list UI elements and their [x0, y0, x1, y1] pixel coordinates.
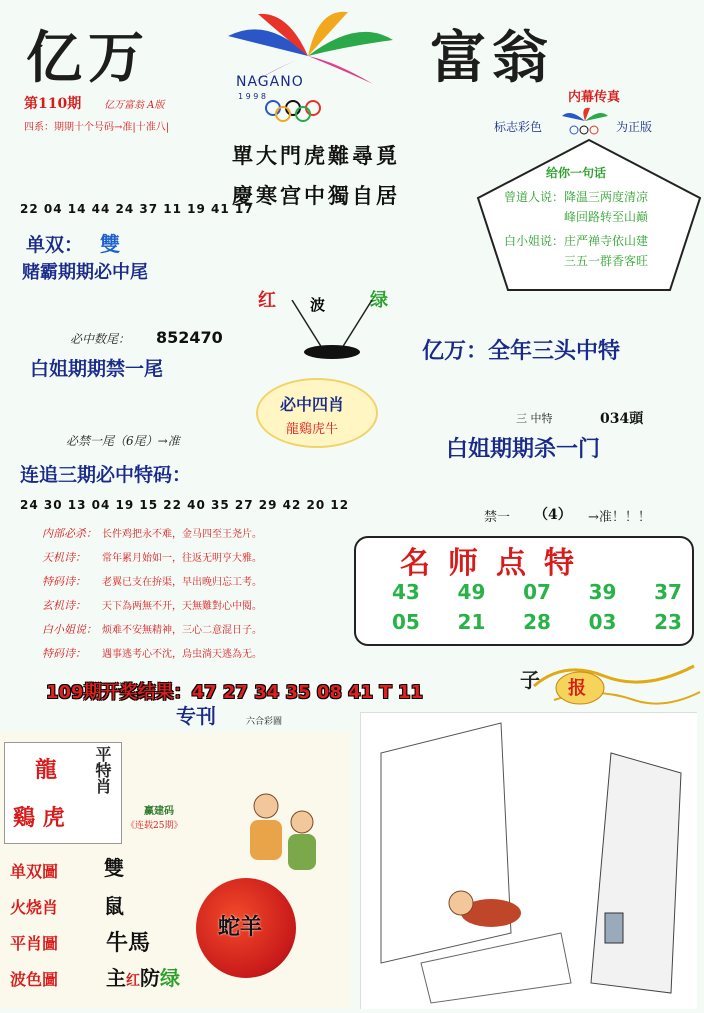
poem-row	[42, 570, 342, 594]
notice-line-4: 三五一群香客旺	[564, 254, 649, 268]
niu-ma-chars: 牛馬	[106, 930, 151, 956]
issue-label: 第110期	[24, 96, 82, 112]
mini-emblem-icon	[560, 106, 610, 136]
four-zodiac-badge	[256, 378, 378, 448]
title-left: 亿万	[26, 25, 150, 91]
master-row-2	[392, 610, 682, 634]
side-label: 单双圖	[10, 862, 59, 881]
tail-sub: 白姐期期禁一尾	[30, 358, 164, 380]
wave-green: 绿	[370, 290, 388, 311]
tail-value: 852470	[156, 328, 223, 347]
notice-line-1: 曾道人说：降温三两度清凉	[504, 190, 649, 204]
notice-line-3: 白小姐说：庄严禅寺依山建	[504, 234, 649, 248]
poem-row	[42, 546, 342, 570]
result-line: 109期开奖结果：47 27 34 35 08 41 T 11	[46, 682, 424, 703]
nagano-logo	[208, 6, 408, 126]
poem-value: 烦难不安無精神，三心二意混日子。	[102, 625, 262, 636]
poem-value: 天下為两無不开，天無難對心中閱。	[102, 601, 262, 612]
long-char: 龍	[35, 757, 58, 783]
bao-char: 报	[568, 678, 586, 699]
poem-value: 常年累月始如一，往返无明亨大雅。	[102, 553, 262, 564]
vertical-text: 平特肖	[93, 746, 112, 794]
fang-char: 防	[140, 966, 160, 990]
pot-icon	[282, 300, 382, 360]
logo-text: NAGANO	[236, 74, 304, 90]
master-number: 28	[523, 610, 551, 634]
side-label: 平肖圖	[10, 934, 59, 953]
notice-right: 为正版	[616, 120, 653, 134]
zhuanji-sub: 六合彩圖	[246, 717, 283, 727]
number-row-1: 22 04 14 44 24 37 11 19 41 17	[20, 202, 254, 216]
poem-key: 特码诗：	[42, 647, 86, 660]
bai-men: 白姐期期杀一门	[446, 436, 601, 462]
side-label: 火烧肖	[10, 898, 59, 917]
notice-line-2: 峰回路转至山巅	[564, 210, 649, 224]
poem-row	[42, 522, 342, 546]
logo-year: 1 9 9 8	[238, 92, 266, 101]
left-panel	[0, 732, 350, 1008]
ban-tail: 必禁一尾（6尾）→准	[66, 434, 180, 448]
master-number: 49	[457, 580, 486, 604]
side-labels	[10, 854, 80, 998]
master-number: 43	[392, 580, 420, 604]
title-right: 富翁	[430, 25, 554, 91]
issue-subline: 四系：期期十个号码→准|十准八|	[24, 122, 170, 133]
drawing-illustration	[360, 712, 697, 1009]
slogan-line-2: 慶寒宫中獨自居	[232, 183, 400, 208]
yiwan-line: 亿万：全年三头中特	[422, 338, 621, 364]
poem-row	[42, 642, 342, 666]
notice-left: 标志彩色	[494, 120, 543, 134]
poems-block	[42, 522, 342, 666]
badge-title: 赢建码	[144, 806, 174, 817]
danshuang-label: 单双：	[26, 234, 84, 256]
wave-pot	[252, 280, 402, 360]
hong-char: 红	[126, 973, 140, 989]
danshuang-value: 雙	[100, 232, 120, 256]
child-drawing-icon	[361, 713, 697, 1009]
notice-title: 内幕传真	[568, 90, 621, 105]
notice-panel	[474, 84, 704, 296]
zi-char: 子	[520, 668, 540, 692]
poem-row	[42, 618, 342, 642]
yin-yang-badge	[196, 878, 296, 978]
shuang-char: 雙	[104, 856, 124, 880]
notice-heading: 给你一句话	[546, 166, 607, 180]
badge-sub: 《连载25期》	[126, 821, 183, 831]
number-row-2: 24 30 13 04 19 15 22 40 35 27 29 42 20 12	[20, 498, 350, 512]
olympic-rings-icon	[258, 100, 368, 122]
master-number: 05	[392, 610, 420, 634]
poem-key: 特码诗：	[42, 575, 86, 588]
shu-char: 鼠	[104, 894, 124, 918]
badge	[120, 802, 198, 834]
jinyi-label: 禁一	[484, 510, 511, 525]
poem-key: 天机诗：	[42, 551, 86, 564]
lianzhui-title: 连追三期必中特码：	[20, 464, 192, 486]
master-number: 21	[457, 610, 486, 634]
poem-key: 内部必杀：	[42, 527, 97, 540]
zhuanji-title: 专刊	[176, 704, 216, 728]
snake-sheep: 蛇羊	[218, 914, 263, 940]
side-label: 波色圖	[10, 970, 59, 989]
poem-value: 遇事逃考心不沈，烏虫淌天逃為无。	[102, 649, 262, 660]
master-title: 名师点特	[400, 546, 592, 581]
danshuang-sub: 赌霸期期必中尾	[22, 262, 148, 283]
zi-bao-banner	[504, 656, 704, 712]
three-head-label: 三 中特	[516, 412, 553, 425]
three-head-value: 034頭	[600, 411, 644, 427]
jinyi-suffix: →准！！！	[588, 510, 651, 525]
zhu-hong-fang-lv	[106, 962, 180, 991]
master-number: 07	[523, 580, 551, 604]
poem-value: 长件鸡把永不难，金马四至王尧片。	[102, 529, 262, 540]
poem-value: 老翼已支在拚渠，早出晚归忘工考。	[102, 577, 262, 588]
master-number: 23	[654, 610, 682, 634]
ji-hu-chars: 鷄 虎	[13, 805, 65, 831]
jinyi-value: （4）	[534, 507, 572, 523]
master-number: 39	[588, 580, 617, 604]
tail-label: 必中数尾：	[70, 332, 131, 346]
zhu-char: 主	[106, 966, 126, 990]
issue-brand: 亿万富翁 A版	[104, 100, 165, 111]
master-number: 03	[588, 610, 617, 634]
lv-char: 绿	[160, 966, 180, 990]
zhuanji-banner	[156, 700, 316, 730]
four-zodiac-title: 必中四肖	[280, 395, 345, 414]
poem-key: 玄机诗：	[42, 599, 86, 612]
wave-red: 红	[258, 290, 276, 311]
master-number: 37	[654, 580, 682, 604]
slogan-line-1: 單大門虎難尋覓	[232, 143, 400, 168]
four-zodiac-value: 龍鷄虎牛	[286, 422, 339, 437]
poem-key: 白小姐说：	[42, 623, 97, 636]
poem-row	[42, 594, 342, 618]
wave-mid: 波	[310, 296, 326, 314]
master-picks-box	[354, 536, 694, 646]
master-row-1	[392, 580, 682, 604]
